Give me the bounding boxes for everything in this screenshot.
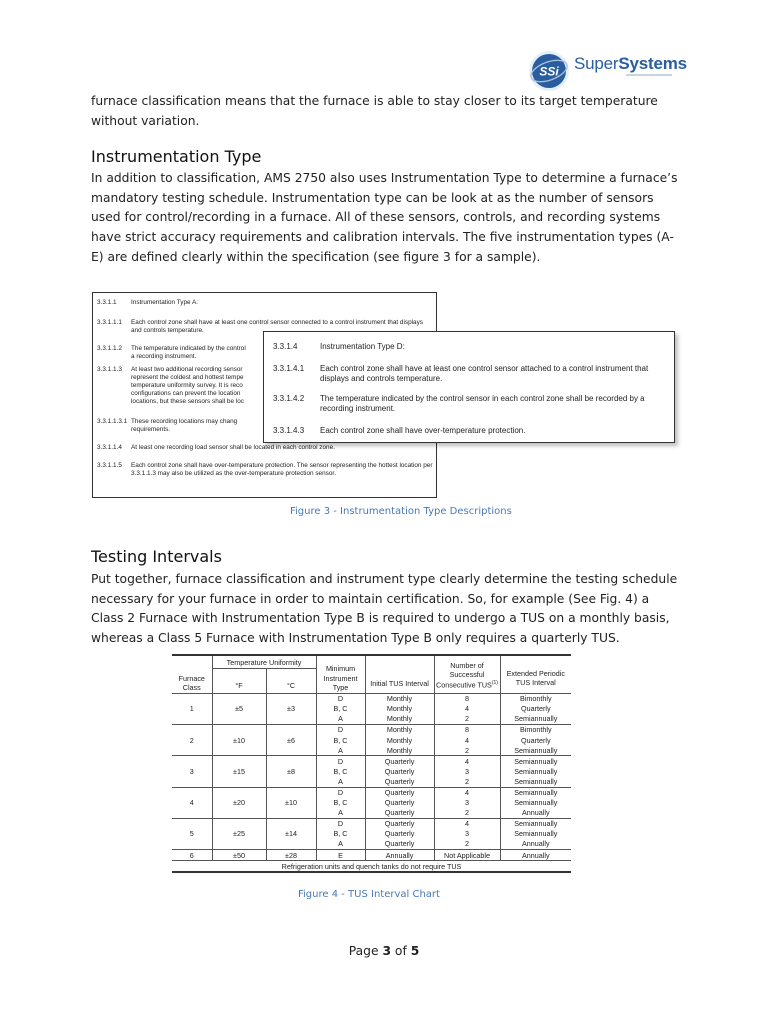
- extended-interval-cell: Bimonthly: [500, 693, 571, 704]
- extended-interval-cell: Annually: [500, 850, 571, 861]
- page-footer: Page 3 of 5: [348, 944, 420, 958]
- extended-interval-cell: Semiannually: [500, 798, 571, 808]
- table-row: [172, 818, 571, 829]
- logo-wordmark: SuperSystems: [574, 54, 687, 73]
- uniformity-c-cell: ±8: [266, 756, 316, 787]
- table-footnote: Refrigeration units and quench tanks do not require TUS: [172, 861, 571, 873]
- furnace-class-cell: 2: [172, 725, 212, 756]
- instrument-type-cell: B, C: [316, 829, 365, 839]
- extended-interval-cell: Annually: [500, 808, 571, 819]
- extended-interval-cell: Quarterly: [500, 704, 571, 714]
- clause-text: Each control zone shall have at least one control sensor connected to a control instrument that displays and controls temperature.: [131, 319, 424, 334]
- clause-text: Each control zone shall have at least one control sensor attached to a control instrument that displays and controls temperature.: [320, 364, 649, 383]
- clause-text: configurations can prevent the location: [131, 390, 241, 397]
- extended-interval-cell: Semiannually: [500, 714, 571, 725]
- successful-tus-cell: 3: [434, 798, 500, 808]
- header-minimum-instrument-type: Minimum Instrument Type: [316, 655, 365, 693]
- svg-text:SSi: SSi: [539, 64, 559, 79]
- clause-text: The temperature indicated by the control sensor in each control zone shall be recorded by a recording instrument.: [320, 394, 645, 413]
- initial-interval-cell: Quarterly: [365, 787, 434, 798]
- extended-interval-cell: Semiannually: [500, 745, 571, 756]
- successful-tus-cell: 3: [434, 766, 500, 776]
- furnace-class-cell: 4: [172, 787, 212, 818]
- testing-intervals-paragraph: Put together, furnace classification and instrument type clearly determine the testing schedule necessary for your furnace in order to maintain certification. So, for example (See Fig. 4) a Class 2 Furnace with Instrumentation Type B is required to undergo a TUS on a monthly basis, whereas a Class 5 Furnace with Instrumentation Type B only requires a quarterly TUS.: [91, 572, 678, 646]
- initial-interval-cell: Quarterly: [365, 808, 434, 819]
- extended-interval-cell: Annually: [500, 839, 571, 850]
- successful-tus-cell: 2: [434, 808, 500, 819]
- uniformity-c-cell: ±14: [266, 818, 316, 849]
- successful-tus-cell: 2: [434, 714, 500, 725]
- clause-number: 3.3.1.1.5: [97, 462, 122, 469]
- clause-text: requirements.: [131, 426, 171, 433]
- figure-3-caption: Figure 3 - Instrumentation Type Descriptions: [290, 506, 512, 517]
- uniformity-f-cell: ±5: [212, 693, 266, 724]
- clause-text: temperature uniformity survey. It is reco: [131, 382, 243, 389]
- uniformity-f-cell: ±20: [212, 787, 266, 818]
- header-temperature-uniformity: Temperature Uniformity: [212, 655, 316, 668]
- instrument-type-cell: D: [316, 693, 365, 704]
- furnace-class-cell: 6: [172, 850, 212, 861]
- furnace-class-cell: 5: [172, 818, 212, 849]
- header-successful-consecutive-tus: Number of Successful Consecutive TUS$^{(1)}$: [434, 655, 500, 693]
- instrument-type-cell: A: [316, 714, 365, 725]
- successful-tus-cell: 8: [434, 693, 500, 704]
- initial-interval-cell: Quarterly: [365, 798, 434, 808]
- instrument-type-cell: D: [316, 725, 365, 736]
- figure-4-caption: Figure 4 - TUS Interval Chart: [298, 889, 440, 900]
- successful-tus-cell: 4: [434, 704, 500, 714]
- clause-number: 3.3.1.1.3.1: [97, 418, 128, 425]
- header-fahrenheit: °F: [212, 668, 266, 693]
- clause-number: 3.3.1.1.2: [97, 345, 122, 352]
- logo-tagline-mark: [626, 74, 672, 76]
- instrument-type-cell: A: [316, 839, 365, 850]
- header-extended-periodic-interval: Extended Periodic TUS Interval: [500, 655, 571, 693]
- instrument-type-cell: D: [316, 787, 365, 798]
- initial-interval-cell: Monthly: [365, 714, 434, 725]
- uniformity-f-cell: ±50: [212, 850, 266, 861]
- clause-text: At least two additional recording sensor: [131, 366, 243, 373]
- tus-interval-table: [172, 654, 571, 884]
- spec-excerpt-type-d: [263, 331, 675, 443]
- header-initial-tus-interval: Initial TUS Interval: [365, 655, 434, 693]
- clause-text: These recording locations may chang: [131, 418, 238, 425]
- uniformity-f-cell: ±10: [212, 725, 266, 756]
- extended-interval-cell: Semiannually: [500, 787, 571, 798]
- table-row: [172, 850, 571, 861]
- extended-interval-cell: Semiannually: [500, 818, 571, 829]
- clause-number: 3.3.1.1: [97, 299, 117, 306]
- initial-interval-cell: Monthly: [365, 693, 434, 704]
- clause-number: 3.3.1.4.2: [273, 394, 305, 403]
- instrumentation-paragraph: In addition to classification, AMS 2750 also uses Instrumentation Type to determine a furnace’s mandatory testing schedule. Instrumentation type can be look at as the number of sensors used for control/recording in a furnace. All of these sensors, controls, and recording systems have strict accuracy requirements and calibration intervals. The five instrumentation types (A-E) are defined clearly within the specification (see figure 3 for a sample).: [91, 171, 678, 264]
- table-row: [172, 725, 571, 736]
- instrument-type-cell: B, C: [316, 766, 365, 776]
- furnace-class-cell: 3: [172, 756, 212, 787]
- successful-tus-cell: 4: [434, 818, 500, 829]
- extended-interval-cell: Quarterly: [500, 735, 571, 745]
- successful-tus-cell: 8: [434, 725, 500, 736]
- clause-number: 3.3.1.1.3: [97, 366, 122, 373]
- table-row: [172, 787, 571, 798]
- clause-text: a recording instrument.: [131, 353, 197, 360]
- successful-tus-cell: 4: [434, 735, 500, 745]
- uniformity-c-cell: ±28: [266, 850, 316, 861]
- initial-interval-cell: Quarterly: [365, 777, 434, 788]
- instrument-type-cell: D: [316, 756, 365, 767]
- initial-interval-cell: Monthly: [365, 725, 434, 736]
- uniformity-f-cell: ±15: [212, 756, 266, 787]
- clause-text: Each control zone shall have over-temperature protection. The sensor representing the hottest location per 3.3.1.1.3 may also be utilized as the over-temperature protection sensor.: [131, 462, 433, 477]
- header-furnace-class: Furnace Class: [178, 674, 205, 693]
- successful-tus-cell: 2: [434, 745, 500, 756]
- clause-number: 3.3.1.1.4: [97, 444, 122, 451]
- table-footnote-row: [172, 861, 571, 873]
- initial-interval-cell: Quarterly: [365, 766, 434, 776]
- instrument-type-cell: B, C: [316, 798, 365, 808]
- table-row: [172, 693, 571, 704]
- uniformity-c-cell: ±3: [266, 693, 316, 724]
- uniformity-c-cell: ±6: [266, 725, 316, 756]
- clause-text: represent the coldest and hottest tempe: [131, 374, 244, 381]
- initial-interval-cell: Monthly: [365, 704, 434, 714]
- extended-interval-cell: Bimonthly: [500, 725, 571, 736]
- extended-interval-cell: Semiannually: [500, 756, 571, 767]
- instrument-type-cell: A: [316, 745, 365, 756]
- successful-tus-cell: 3: [434, 829, 500, 839]
- clause-number: 3.3.1.4.3: [273, 426, 305, 435]
- table-row: [172, 756, 571, 767]
- clause-text: At least one recording load sensor shall be located in each control zone.: [131, 444, 335, 451]
- clause-text: Each control zone shall have over-temperature protection.: [320, 426, 526, 435]
- clause-text: locations, but these sensors shall be loc: [131, 398, 244, 405]
- extended-interval-cell: Semiannually: [500, 777, 571, 788]
- initial-interval-cell: Quarterly: [365, 756, 434, 767]
- extended-interval-cell: Semiannually: [500, 829, 571, 839]
- initial-interval-cell: Quarterly: [365, 829, 434, 839]
- instrument-type-cell: E: [316, 850, 365, 861]
- instrument-type-cell: D: [316, 818, 365, 829]
- successful-tus-cell: 4: [434, 756, 500, 767]
- instrument-type-cell: A: [316, 777, 365, 788]
- clause-text: The temperature indicated by the control: [131, 345, 246, 352]
- clause-text: Instrumentation Type A:: [131, 299, 199, 306]
- initial-interval-cell: Quarterly: [365, 839, 434, 850]
- successful-tus-cell: 2: [434, 777, 500, 788]
- section-heading-instrumentation: Instrumentation Type: [91, 147, 262, 166]
- clause-text: Instrumentation Type D:: [320, 342, 405, 351]
- uniformity-c-cell: ±10: [266, 787, 316, 818]
- initial-interval-cell: Monthly: [365, 735, 434, 745]
- intro-paragraph: furnace classification means that the furnace is able to stay closer to its target temperature without variation.: [91, 94, 658, 128]
- initial-interval-cell: Quarterly: [365, 818, 434, 829]
- ssi-badge-icon: [528, 50, 570, 92]
- instrument-type-cell: A: [316, 808, 365, 819]
- initial-interval-cell: Annually: [365, 850, 434, 861]
- section-heading-testing-intervals: Testing Intervals: [91, 547, 222, 566]
- successful-tus-cell: 4: [434, 787, 500, 798]
- extended-interval-cell: Semiannually: [500, 766, 571, 776]
- initial-interval-cell: Monthly: [365, 745, 434, 756]
- clause-number: 3.3.1.1.1: [97, 319, 122, 326]
- header-celsius: °C: [266, 668, 316, 693]
- instrument-type-cell: B, C: [316, 704, 365, 714]
- successful-tus-cell: 2: [434, 839, 500, 850]
- successful-tus-cell: Not Applicable: [434, 850, 500, 861]
- clause-number: 3.3.1.4.1: [273, 364, 305, 373]
- furnace-class-cell: 1: [172, 693, 212, 724]
- uniformity-f-cell: ±25: [212, 818, 266, 849]
- clause-number: 3.3.1.4: [273, 342, 298, 351]
- instrument-type-cell: B, C: [316, 735, 365, 745]
- company-logo: [528, 50, 687, 92]
